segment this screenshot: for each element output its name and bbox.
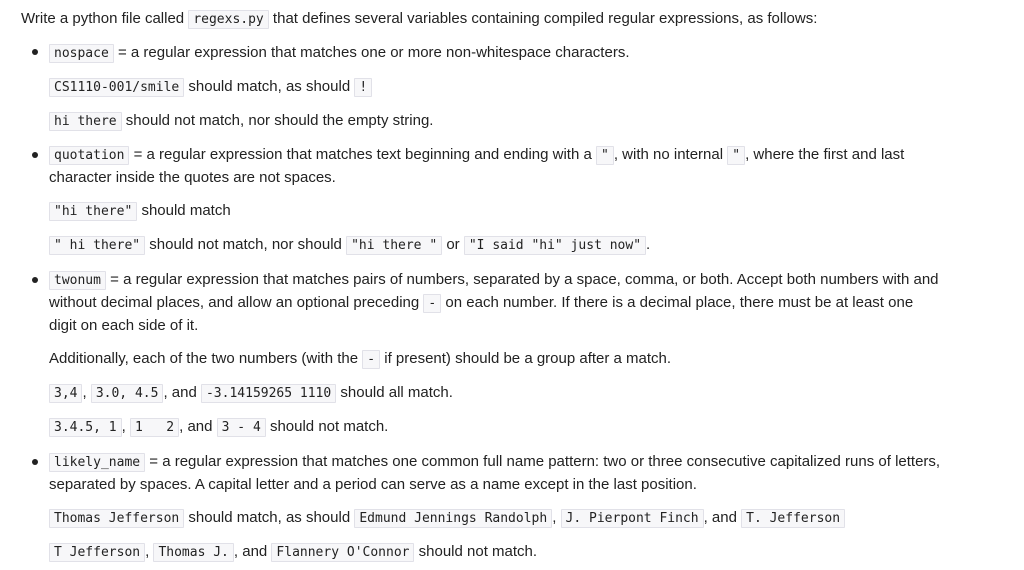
note-text: if present) should be a group after a match. bbox=[380, 350, 672, 367]
example-text: should match bbox=[137, 202, 231, 219]
bullet bbox=[32, 152, 38, 158]
description-text: = a regular expression that matches one common full name pattern: two or three consecutive capitalized runs of letters, bbox=[145, 453, 941, 470]
example-code: T. Jefferson bbox=[741, 509, 845, 528]
note-text: Additionally, each of the two numbers (with the bbox=[49, 350, 363, 367]
variable-name-code: twonum bbox=[49, 271, 106, 290]
example-text: should not match, nor should bbox=[145, 236, 347, 253]
nospace-description bbox=[49, 41, 629, 65]
intro-paragraph bbox=[21, 9, 817, 30]
example-code: J. Pierpont Finch bbox=[561, 509, 704, 528]
description-text: , where the first and last bbox=[745, 146, 905, 163]
example-code: 3 - 4 bbox=[217, 418, 266, 437]
example-code: "I said "hi" just now" bbox=[464, 236, 646, 255]
description-text: character inside the quotes are not spaces. bbox=[49, 169, 336, 186]
example-text: , bbox=[121, 418, 130, 435]
example-code: hi there bbox=[49, 112, 122, 131]
example-text: , bbox=[82, 384, 91, 401]
example-code: Flannery O'Connor bbox=[271, 543, 414, 562]
description-text: = a regular expression that matches text beginning and ending with a bbox=[129, 146, 596, 163]
description-text: , with no internal bbox=[613, 146, 728, 163]
minus-sign-code: - bbox=[362, 350, 380, 369]
filename-code: regexs.py bbox=[188, 10, 268, 29]
likely-name-description bbox=[49, 450, 940, 474]
example-text: , and bbox=[703, 509, 742, 526]
example-code: "hi there" bbox=[49, 202, 137, 221]
twonum-description-line-3 bbox=[49, 314, 198, 337]
example-text: should match, as should bbox=[184, 509, 355, 526]
example-code: "hi there " bbox=[346, 236, 442, 255]
likely-name-description-line-2 bbox=[49, 473, 697, 496]
description-text: separated by spaces. A capital letter and a period can serve as a name except in the last position. bbox=[49, 476, 697, 493]
minus-sign-code: - bbox=[423, 294, 441, 313]
example-text: . bbox=[646, 236, 651, 253]
likely-name-nonmatch-example bbox=[49, 540, 537, 564]
quote-char-code: " bbox=[596, 146, 614, 165]
bullet bbox=[32, 459, 38, 465]
example-text: , bbox=[552, 509, 561, 526]
example-code: 1 2 bbox=[130, 418, 179, 437]
quotation-description bbox=[49, 143, 904, 167]
likely-name-match-example bbox=[49, 506, 845, 530]
example-code: 3.0, 4.5 bbox=[91, 384, 164, 403]
description-text: digit on each side of it. bbox=[49, 317, 199, 334]
example-code: Thomas Jefferson bbox=[49, 509, 184, 528]
quote-char-code: " bbox=[727, 146, 745, 165]
nospace-nonmatch-example bbox=[49, 109, 433, 133]
example-code: ! bbox=[354, 78, 372, 97]
example-text: , and bbox=[163, 384, 201, 401]
twonum-description bbox=[49, 268, 939, 292]
variable-name-code: likely_name bbox=[49, 453, 145, 472]
twonum-nonmatch-example bbox=[49, 415, 388, 439]
quotation-nonmatch-example bbox=[49, 233, 650, 257]
example-code: Thomas J. bbox=[153, 543, 233, 562]
example-code: 3.4.5, 1 bbox=[49, 418, 122, 437]
example-code: CS1110-001/smile bbox=[49, 78, 184, 97]
description-text: = a regular expression that matches one or more non-whitespace characters. bbox=[113, 44, 630, 61]
twonum-match-example bbox=[49, 381, 453, 405]
twonum-description-line-2 bbox=[49, 291, 913, 315]
example-text: or bbox=[442, 236, 464, 253]
nospace-match-example bbox=[49, 75, 372, 99]
example-code: -3.14159265 1110 bbox=[201, 384, 336, 403]
example-text: should not match. bbox=[414, 543, 538, 560]
example-text: , bbox=[145, 543, 154, 560]
description-text: without decimal places, and allow an optional preceding bbox=[49, 294, 424, 311]
example-code: " hi there" bbox=[49, 236, 145, 255]
example-code: 3,4 bbox=[49, 384, 82, 403]
intro-text: Write a python file called bbox=[21, 10, 189, 27]
example-code: Edmund Jennings Randolph bbox=[354, 509, 552, 528]
example-text: , and bbox=[233, 543, 272, 560]
intro-text-2: that defines several variables containing compiled regular expressions, as follows: bbox=[268, 10, 818, 27]
bullet bbox=[32, 277, 38, 283]
quotation-description-line-2 bbox=[49, 166, 336, 189]
example-text: should match, as should bbox=[184, 78, 355, 95]
example-text: should not match, nor should the empty string. bbox=[121, 112, 434, 129]
example-text: , and bbox=[179, 418, 217, 435]
variable-name-code: nospace bbox=[49, 44, 114, 63]
example-text: should not match. bbox=[265, 418, 389, 435]
bullet bbox=[32, 49, 38, 55]
description-text: = a regular expression that matches pairs of numbers, separated by a space, comma, or both. Accept both numbers with and bbox=[105, 271, 939, 288]
variable-name-code: quotation bbox=[49, 146, 129, 165]
example-code: T Jefferson bbox=[49, 543, 145, 562]
quotation-match-example bbox=[49, 199, 231, 223]
example-text: should all match. bbox=[336, 384, 453, 401]
description-text: on each number. If there is a decimal place, there must be at least one bbox=[441, 294, 914, 311]
twonum-group-note bbox=[49, 347, 671, 371]
